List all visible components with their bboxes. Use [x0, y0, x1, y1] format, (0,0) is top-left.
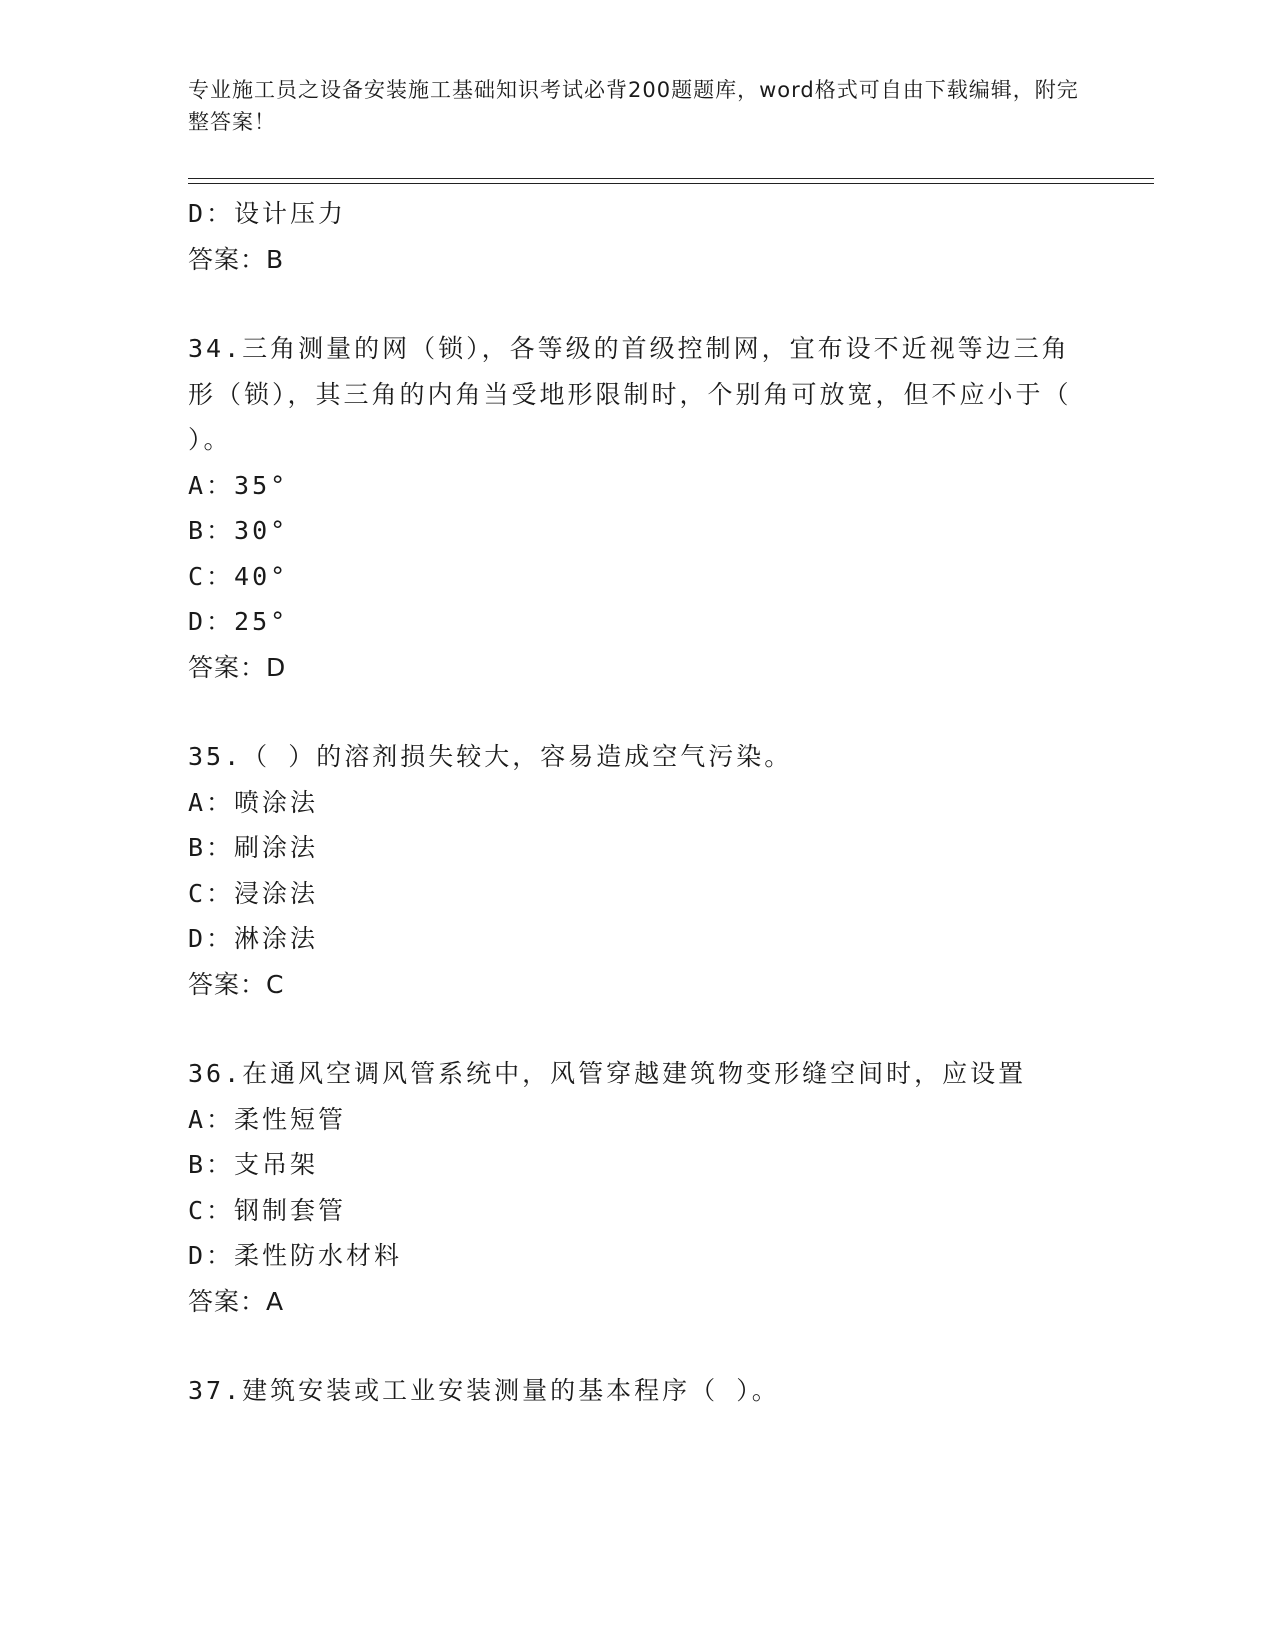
question-content	[188, 191, 1088, 1414]
question-34-text: 34.三角测量的网（锁），各等级的首级控制网，宜布设不近视等边三角形（锁），其三角的内角当受地形限制时，个别角可放宽，但不应小于（ ）。	[188, 334, 1072, 454]
header-divider-bottom	[188, 183, 1154, 184]
question-35-answer: 答案：C	[188, 969, 285, 999]
question-34-answer: 答案：D	[188, 652, 287, 682]
question-36-text: 36.在通风空调风管系统中，风管穿越建筑物变形缝空间时，应设置	[188, 1059, 1027, 1088]
question-34-option-b: B：30°	[188, 516, 289, 545]
question-35-option-c: C：浸涂法	[188, 878, 319, 908]
question-36-option-b: B：支吊架	[188, 1150, 319, 1179]
question-36-option-d: D：柔性防水材料	[188, 1241, 403, 1270]
question-36-option-c: C：钢制套管	[188, 1195, 347, 1225]
question-34-option-c: C：40°	[188, 561, 289, 591]
document-header: 专业施工员之设备安装施工基础知识考试必背200题题库，word格式可自由下载编辑，附完整答案！	[188, 78, 1079, 134]
question-35-option-a: A：喷涂法	[188, 787, 319, 817]
question-35	[188, 734, 1088, 1007]
question-34	[188, 326, 1088, 690]
question-37-text: 37.建筑安装或工业安装测量的基本程序（ ）。	[188, 1376, 780, 1405]
question-35-option-b: B：刷涂法	[188, 833, 319, 862]
question-34-option-d: D：25°	[188, 607, 289, 636]
prev-option-d: D：设计压力	[188, 199, 347, 228]
question-36-option-a: A：柔性短管	[188, 1104, 347, 1134]
question-35-text: 35.（ ）的溶剂损失较大，容易造成空气污染。	[188, 742, 793, 771]
question-35-option-d: D：淋涂法	[188, 924, 319, 953]
question-37	[188, 1368, 1088, 1414]
question-36	[188, 1051, 1088, 1324]
header-divider-top	[188, 178, 1154, 179]
prev-answer: 答案：B	[188, 244, 285, 274]
question-36-answer: 答案：A	[188, 1286, 285, 1316]
question-34-option-a: A：35°	[188, 470, 289, 500]
